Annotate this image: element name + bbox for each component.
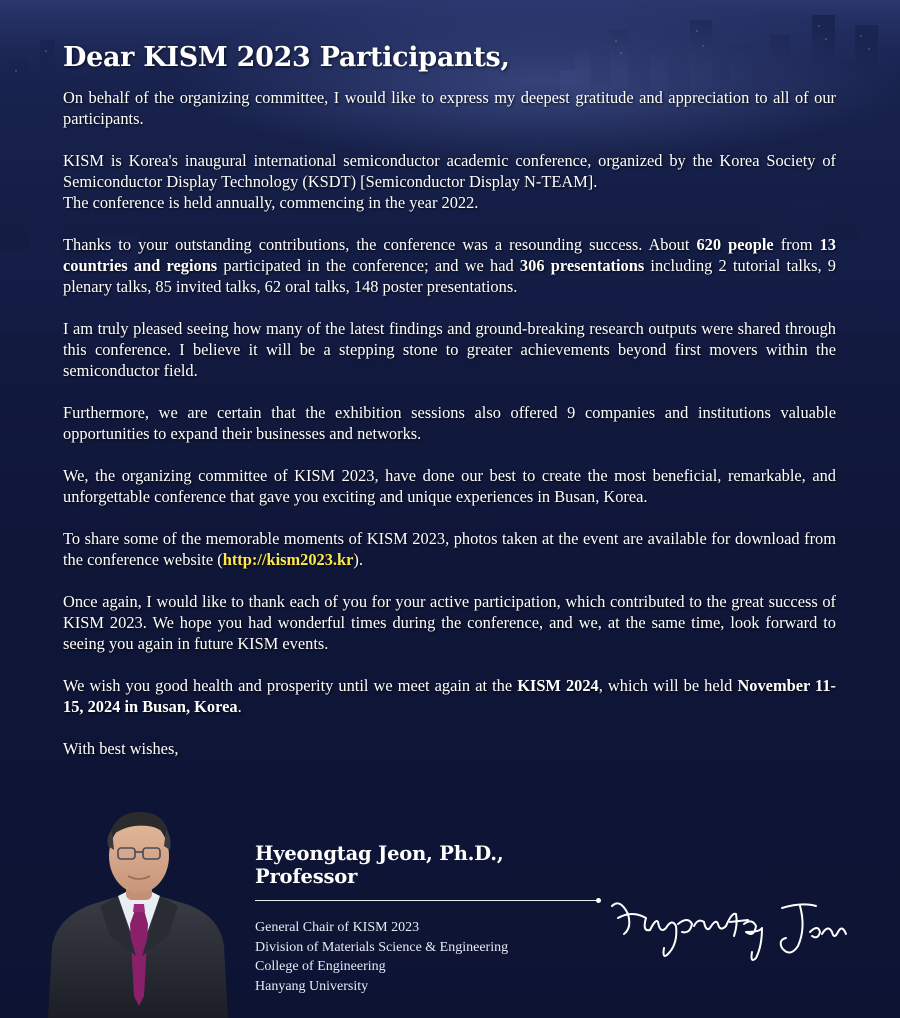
paragraph-photos bbox=[63, 528, 836, 570]
stat-presentations: 306 presentations bbox=[519, 256, 645, 275]
paragraph-thanks: Once again, I would like to thank each of you for your active participation, which contributed to the great success of KISM 2023. We hope you had wonderful times during the conference, and we, at the same time, look forward to seeing you again in future KISM events. bbox=[63, 592, 836, 653]
paragraph-gratitude: On behalf of the organizing committee, I would like to express my deepest gratitude and appreciation to all of our participants. bbox=[63, 88, 836, 128]
next-event-name: KISM 2024 bbox=[517, 676, 599, 695]
next-event-text-3: . bbox=[237, 697, 242, 716]
conference-website-link[interactable]: http://kism2023.kr bbox=[222, 550, 354, 569]
paragraph-statistics bbox=[63, 234, 836, 297]
annual-note-text: The conference is held annually, commencing in the year 2022. bbox=[63, 193, 479, 212]
photos-text-2: ). bbox=[353, 550, 363, 569]
stats-text-4: including 2 tutorial talks, 9 plenary talks, 85 invited talks, 62 oral talks, 148 poster presentations. bbox=[63, 256, 836, 296]
paragraph-research: I am truly pleased seeing how many of the latest findings and ground-breaking research outputs were shared through this conference. I believe it will be a stepping stone to greater achievements beyond first movers within the semiconductor field. bbox=[63, 319, 836, 380]
next-event-date-location: November 11-15, 2024 in Busan, Korea bbox=[63, 676, 836, 716]
stat-countries: 13 countries and regions bbox=[63, 235, 836, 275]
portrait-photo bbox=[48, 806, 228, 1018]
paragraph-committee: We, the organizing committee of KISM 2023, have done our best to create the most beneficial, remarkable, and unforgettable conference that gave you exciting and unique experiences in Busan, Korea. bbox=[63, 466, 836, 506]
handwritten-signature bbox=[606, 888, 854, 968]
next-event-text-2: , which will be held bbox=[598, 676, 738, 695]
closing-line: With best wishes, bbox=[63, 739, 179, 758]
name-divider bbox=[255, 900, 599, 901]
paragraph-next-event bbox=[63, 675, 836, 717]
stats-text-1: Thanks to your outstanding contributions, the conference was a resounding success. About bbox=[63, 235, 697, 254]
next-event-text-1: We wish you good health and prosperity until we meet again at the bbox=[63, 676, 518, 695]
stat-participants: 620 people bbox=[696, 235, 774, 254]
stats-text-3: participated in the conference; and we had bbox=[217, 256, 520, 275]
signatory-college: College of Engineering bbox=[255, 959, 386, 974]
photos-text-1: To share some of the memorable moments of KISM 2023, photos taken at the event are available for download from the conference website ( bbox=[63, 529, 836, 569]
signatory-name: Hyeongtag Jeon, Ph.D., Professor bbox=[255, 842, 504, 888]
signatory-division: Division of Materials Science & Engineering bbox=[255, 939, 509, 955]
signatory-title: General Chair of KISM 2023 bbox=[255, 920, 420, 935]
letter-heading: Dear KISM 2023 Participants, bbox=[63, 42, 510, 73]
stats-text-2: from bbox=[773, 235, 820, 254]
paragraph-about-kism bbox=[63, 150, 836, 213]
letter-body bbox=[63, 42, 836, 780]
about-kism-text: KISM is Korea's inaugural international semiconductor academic conference, organized by the Korea Society of Semiconductor Display Technology (KSDT) [Semiconductor Display N-TEAM]. bbox=[63, 151, 836, 191]
signatory-university: Hanyang University bbox=[255, 978, 369, 994]
paragraph-exhibition: Furthermore, we are certain that the exhibition sessions also offered 9 companies and institutions valuable opportunities to expand their businesses and networks. bbox=[63, 403, 836, 443]
signatory-details bbox=[255, 918, 605, 996]
signatory-block bbox=[255, 842, 605, 996]
